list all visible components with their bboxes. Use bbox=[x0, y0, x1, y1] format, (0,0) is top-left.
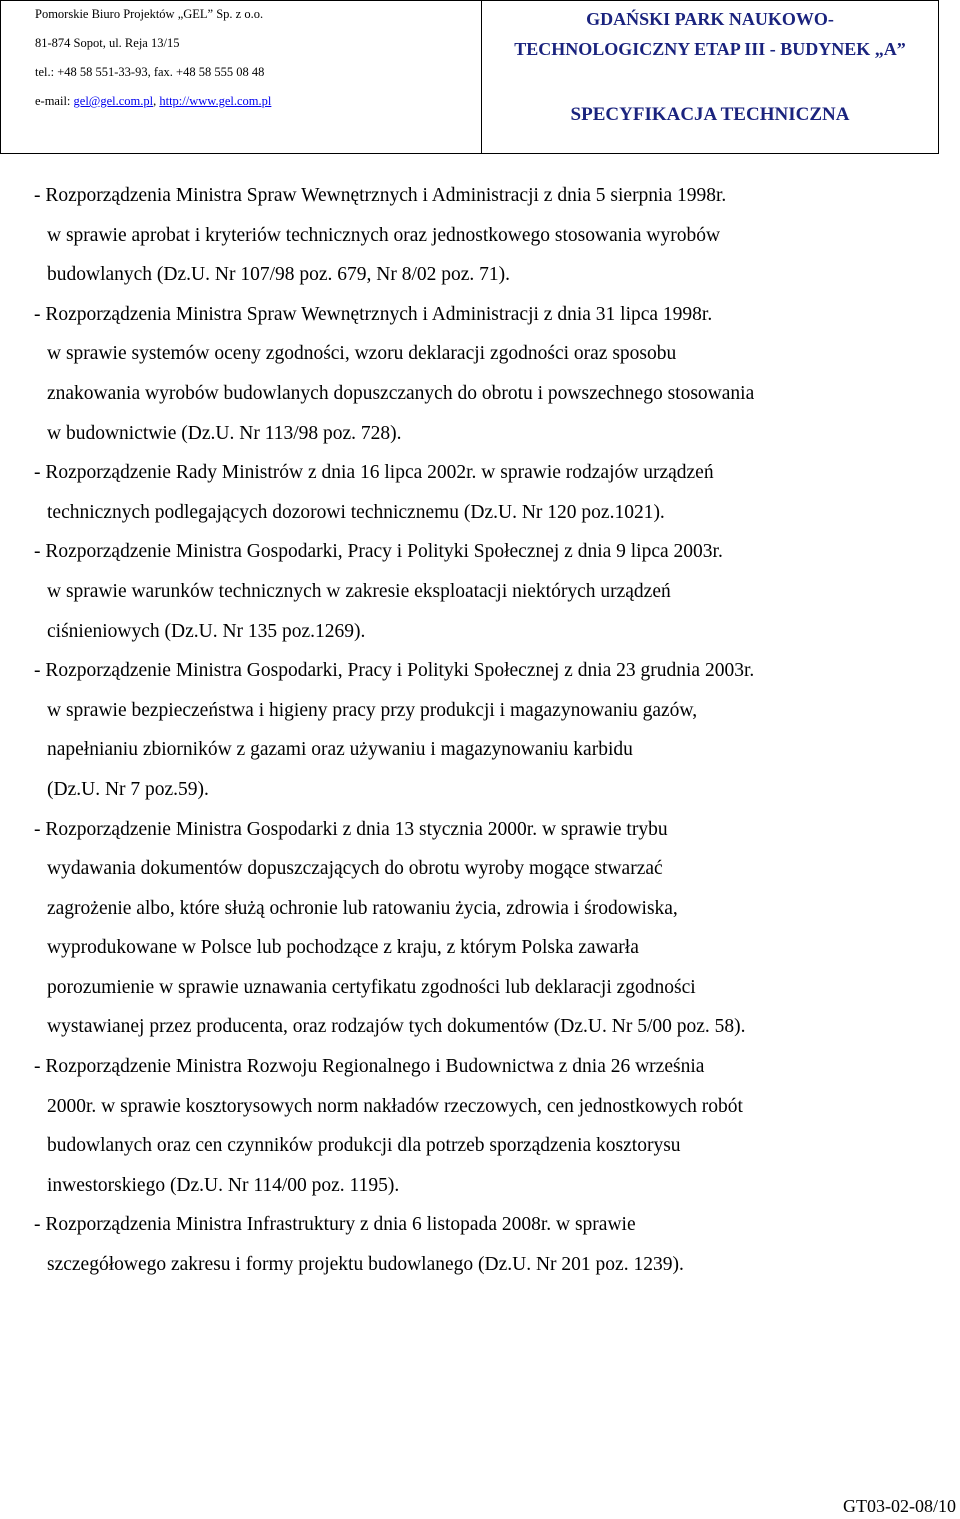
regulation-entry bbox=[34, 295, 934, 453]
regulation-entry bbox=[34, 176, 934, 295]
regulation-heading: - Rozporządzenie Ministra Gospodarki z dnia 13 stycznia 2000r. w sprawie trybu bbox=[34, 818, 668, 840]
email-link[interactable]: gel@gel.com.pl bbox=[73, 94, 154, 108]
regulation-heading: - Rozporządzenia Ministra Spraw Wewnętrznych i Administracji z dnia 31 lipca 1998r. bbox=[34, 303, 713, 325]
website-link[interactable]: http://www.gel.com.pl bbox=[159, 94, 272, 108]
regulation-entry bbox=[34, 532, 934, 651]
contact-separator: , bbox=[153, 94, 160, 108]
regulation-line: szczegółowego zakresu i formy projektu budowlanego (Dz.U. Nr 201 poz. 1239). bbox=[47, 1254, 684, 1276]
regulation-heading: - Rozporządzenie Ministra Gospodarki, Pracy i Polityki Społecznej z dnia 23 grudnia 2003r. bbox=[34, 660, 755, 682]
document-type: SPECYFIKACJA TECHNICZNA bbox=[570, 104, 850, 125]
company-info bbox=[1, 1, 482, 153]
email-prefix: e-mail: bbox=[35, 94, 74, 108]
regulation-line: zagrożenie albo, które służą ochronie lub ratowaniu życia, zdrowia i środowiska, bbox=[47, 897, 678, 919]
regulation-entry bbox=[34, 810, 934, 1048]
regulation-line: w sprawie systemów oceny zgodności, wzoru deklaracji zgodności oraz sposobu bbox=[47, 343, 677, 365]
regulation-entry bbox=[34, 1205, 934, 1284]
regulation-line: 2000r. w sprawie kosztorysowych norm nakładów rzeczowych, cen jednostkowych robót bbox=[47, 1095, 743, 1117]
regulation-line: wyprodukowane w Polsce lub pochodzące z kraju, z którym Polska zawarła bbox=[47, 937, 639, 959]
project-title-line-2: TECHNOLOGICZNY ETAP III - BUDYNEK „A” bbox=[514, 39, 906, 59]
regulation-line: w sprawie warunków technicznych w zakresie eksploatacji niektórych urządzeń bbox=[47, 580, 671, 602]
regulation-heading: - Rozporządzenie Ministra Gospodarki, Pracy i Polityki Społecznej z dnia 9 lipca 2003r. bbox=[34, 541, 723, 563]
regulation-heading: - Rozporządzenia Ministra Spraw Wewnętrznych i Administracji z dnia 5 sierpnia 1998r. bbox=[34, 185, 727, 206]
company-phone: tel.: +48 58 551-33-93, fax. +48 58 555 08 48 bbox=[35, 65, 265, 79]
project-title-line-1: GDAŃSKI PARK NAUKOWO- bbox=[586, 9, 834, 29]
regulation-line: wydawania dokumentów dopuszczających do obrotu wyroby mogące stwarzać bbox=[47, 858, 663, 880]
document-header bbox=[0, 0, 939, 154]
regulation-line: (Dz.U. Nr 7 poz.59). bbox=[47, 778, 209, 800]
regulation-line: budowlanych oraz cen czynników produkcji dla potrzeb sporządzenia kosztorysu bbox=[47, 1135, 681, 1157]
regulation-line: porozumienie w sprawie uznawania certyfikatu zgodności lub deklaracji zgodności bbox=[47, 976, 696, 998]
document-code: GT03-02-08/10 bbox=[843, 1496, 956, 1516]
project-info bbox=[482, 1, 938, 153]
regulation-heading: - Rozporządzenie Ministra Rozwoju Regionalnego i Budownictwa z dnia 26 września bbox=[34, 1056, 705, 1078]
regulation-entry bbox=[34, 453, 934, 532]
regulation-heading: - Rozporządzenia Ministra Infrastruktury z dnia 6 listopada 2008r. w sprawie bbox=[34, 1214, 636, 1236]
regulations-list bbox=[34, 176, 934, 1285]
regulation-line: w sprawie aprobat i kryteriów technicznych oraz jednostkowego stosowania wyrobów bbox=[47, 224, 721, 246]
regulation-line: w sprawie bezpieczeństwa i higieny pracy przy produkcji i magazynowaniu gazów, bbox=[47, 699, 698, 721]
regulation-line: technicznych podlegających dozorowi technicznemu (Dz.U. Nr 120 poz.1021). bbox=[47, 501, 665, 523]
company-name: Pomorskie Biuro Projektów „GEL” Sp. z o.o. bbox=[35, 7, 264, 21]
regulation-line: znakowania wyrobów budowlanych dopuszczanych do obrotu i powszechnego stosowania bbox=[47, 382, 755, 404]
regulation-line: w budownictwie (Dz.U. Nr 113/98 poz. 728). bbox=[47, 422, 402, 444]
regulation-heading: - Rozporządzenie Rady Ministrów z dnia 16 lipca 2002r. w sprawie rodzajów urządzeń bbox=[34, 462, 714, 484]
regulation-line: inwestorskiego (Dz.U. Nr 114/00 poz. 1195). bbox=[47, 1174, 400, 1196]
regulation-line: ciśnieniowych (Dz.U. Nr 135 poz.1269). bbox=[47, 620, 366, 642]
company-address: 81-874 Sopot, ul. Reja 13/15 bbox=[35, 36, 180, 50]
regulation-line: budowlanych (Dz.U. Nr 107/98 poz. 679, Nr 8/02 poz. 71). bbox=[47, 264, 511, 286]
regulation-entry bbox=[34, 651, 934, 809]
regulation-line: wystawianej przez producenta, oraz rodzajów tych dokumentów (Dz.U. Nr 5/00 poz. 58). bbox=[47, 1016, 746, 1038]
company-contact bbox=[35, 95, 481, 124]
regulation-line: napełnianiu zbiorników z gazami oraz używaniu i magazynowaniu karbidu bbox=[47, 739, 633, 761]
regulation-entry bbox=[34, 1047, 934, 1205]
